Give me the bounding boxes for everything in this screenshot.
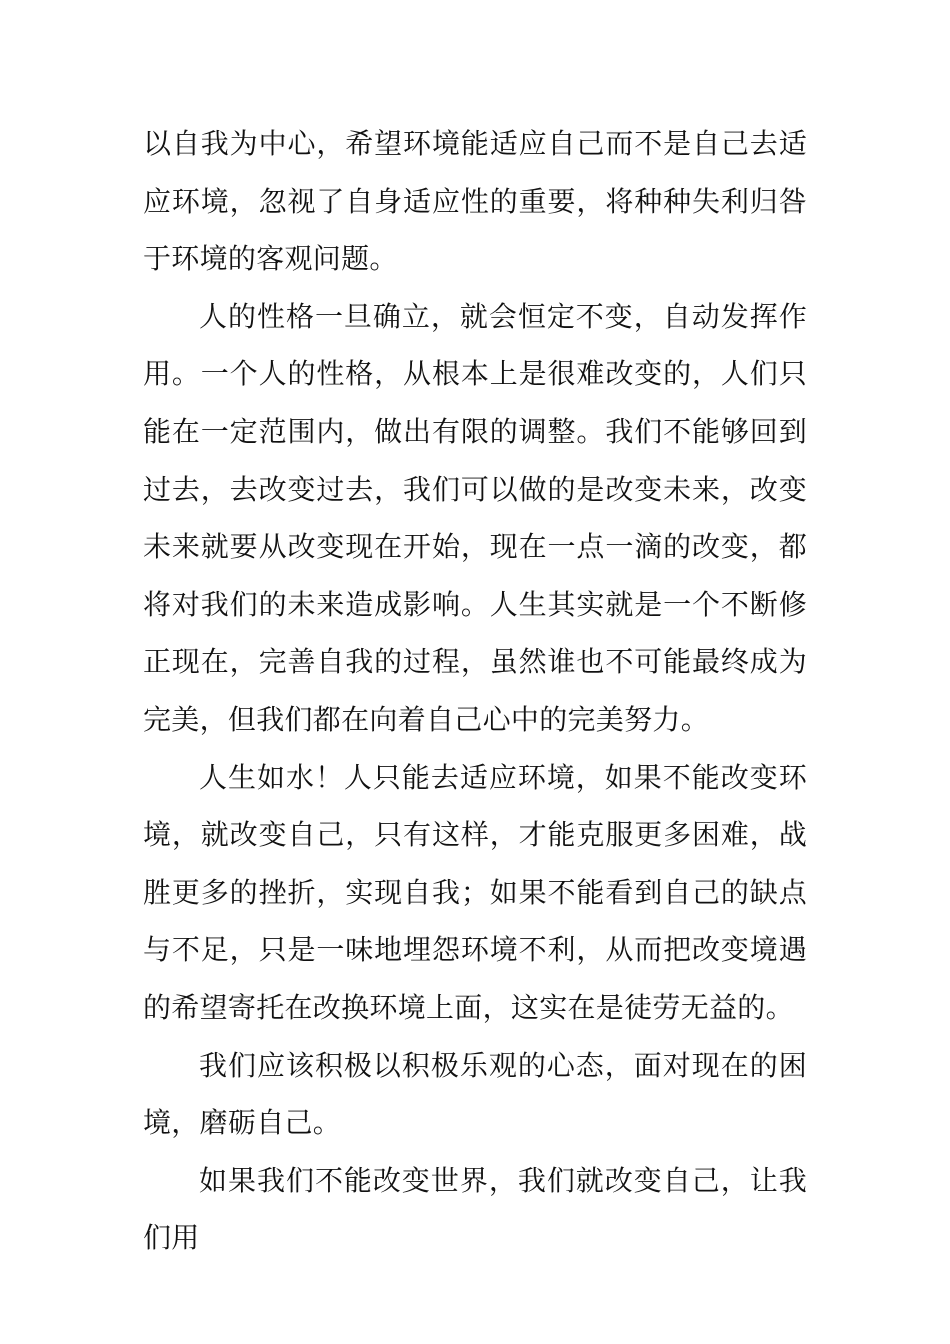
paragraph-continued: 以自我为中心，希望环境能适应自己而不是自己去适应环境，忽视了自身适应性的重要，将种种失利归咎于环境的客观问题。 — [143, 127, 807, 276]
paragraph-life-like-water: 人生如水！人只能去适应环境，如果不能改变环境，就改变自己，只有这样，才能克服更多困难，战胜更多的挫折，实现自我；如果不能看到自己的缺点与不足，只是一味地埋怨环境不利，从而把改变境遇的希望寄托在改换环境上面，这实在是徒劳无益的。 — [143, 760, 807, 1024]
paragraph-character: 人的性格一旦确立，就会恒定不变，自动发挥作用。一个人的性格，从根本上是很难改变的，人们只能在一定范围内，做出有限的调整。我们不能够回到过去，去改变过去，我们可以做的是改变未来，改变未来就要从改变现在开始，现在一点一滴的改变，都将对我们的未来造成影响。人生其实就是一个不断修正现在，完善自我的过程，虽然谁也不可能最终成为完美，但我们都在向着自己心中的完美努力。 — [143, 299, 807, 736]
paragraph-change-self: 如果我们不能改变世界，我们就改变自己，让我们用 — [143, 1163, 807, 1255]
document-body — [143, 115, 807, 1267]
paragraph-positive-attitude: 我们应该积极以积极乐观的心态，面对现在的困境，磨砺自己。 — [143, 1048, 807, 1140]
